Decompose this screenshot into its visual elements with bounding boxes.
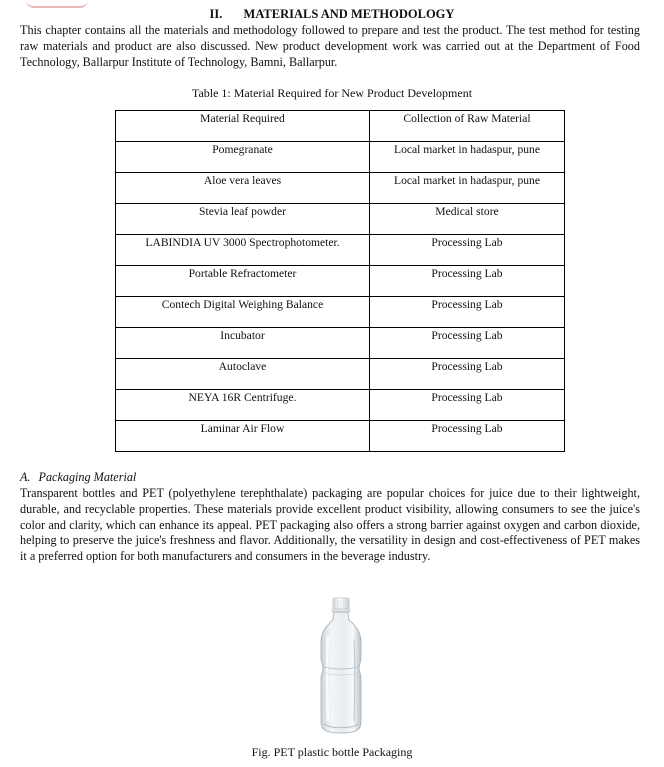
material-cell: Contech Digital Weighing Balance bbox=[116, 297, 370, 328]
table-row bbox=[116, 421, 565, 452]
subsection-title: Packaging Material bbox=[38, 470, 137, 484]
packaging-paragraph: Transparent bottles and PET (polyethylene terephthalate) packaging are popular choices for juice due to their lightweight, durable, and recyclable properties. These materials provide excellent product visibility, allowing consumers to see the juice's color and clarity, which can enhance its appeal. PET packaging also offers a strong barrier against oxygen and carbon dioxide, helping to preserve the juice's freshness and flavor. Additionally, the versatility in design and cost-effectiveness of PET makes it a preferred option for both manufacturers and consumers in the beverage industry. bbox=[20, 486, 640, 564]
collection-cell: Medical store bbox=[370, 204, 565, 235]
material-cell: Stevia leaf powder bbox=[116, 204, 370, 235]
collection-cell: Local market in hadaspur, pune bbox=[370, 142, 565, 173]
material-cell: NEYA 16R Centrifuge. bbox=[116, 390, 370, 421]
table-row bbox=[116, 390, 565, 421]
section-heading bbox=[0, 7, 664, 22]
material-cell: LABINDIA UV 3000 Spectrophotometer. bbox=[116, 235, 370, 266]
section-number: II. bbox=[209, 7, 223, 21]
table-row bbox=[116, 328, 565, 359]
table-row bbox=[116, 359, 565, 390]
subsection-letter: A. bbox=[20, 470, 31, 484]
collection-cell: Processing Lab bbox=[370, 421, 565, 452]
pet-bottle-image bbox=[316, 596, 366, 736]
subsection-heading bbox=[20, 470, 136, 485]
table-row bbox=[116, 235, 565, 266]
table-row bbox=[116, 142, 565, 173]
collection-cell: Processing Lab bbox=[370, 297, 565, 328]
collection-cell: Processing Lab bbox=[370, 359, 565, 390]
collection-cell: Processing Lab bbox=[370, 266, 565, 297]
table-row bbox=[116, 297, 565, 328]
material-cell: Incubator bbox=[116, 328, 370, 359]
table-row bbox=[116, 266, 565, 297]
table-caption: Table 1: Material Required for New Product Development bbox=[191, 86, 473, 100]
material-cell: Pomegranate bbox=[116, 142, 370, 173]
material-cell: Laminar Air Flow bbox=[116, 421, 370, 452]
column-header-material: Material Required bbox=[116, 111, 370, 142]
collection-cell: Processing Lab bbox=[370, 390, 565, 421]
table-row bbox=[116, 204, 565, 235]
material-cell: Aloe vera leaves bbox=[116, 173, 370, 204]
table-header-row bbox=[116, 111, 565, 142]
intro-paragraph: This chapter contains all the materials and methodology followed to prepare and test the product. The test method for testing raw materials and product are also discussed. New product development work was carried out at the Department of Food Technology, Ballarpur Institute of Technology, Bamni, Ballarpur. bbox=[20, 23, 640, 69]
section-title: MATERIALS AND METHODOLOGY bbox=[243, 7, 455, 21]
column-header-collection: Collection of Raw Material bbox=[370, 111, 565, 142]
materials-table bbox=[115, 110, 565, 452]
collection-cell: Processing Lab bbox=[370, 328, 565, 359]
table-row bbox=[116, 173, 565, 204]
collection-cell: Local market in hadaspur, pune bbox=[370, 173, 565, 204]
material-cell: Autoclave bbox=[116, 359, 370, 390]
material-cell: Portable Refractometer bbox=[116, 266, 370, 297]
figure-caption: Fig. PET plastic bottle Packaging bbox=[251, 745, 413, 759]
collection-cell: Processing Lab bbox=[370, 235, 565, 266]
